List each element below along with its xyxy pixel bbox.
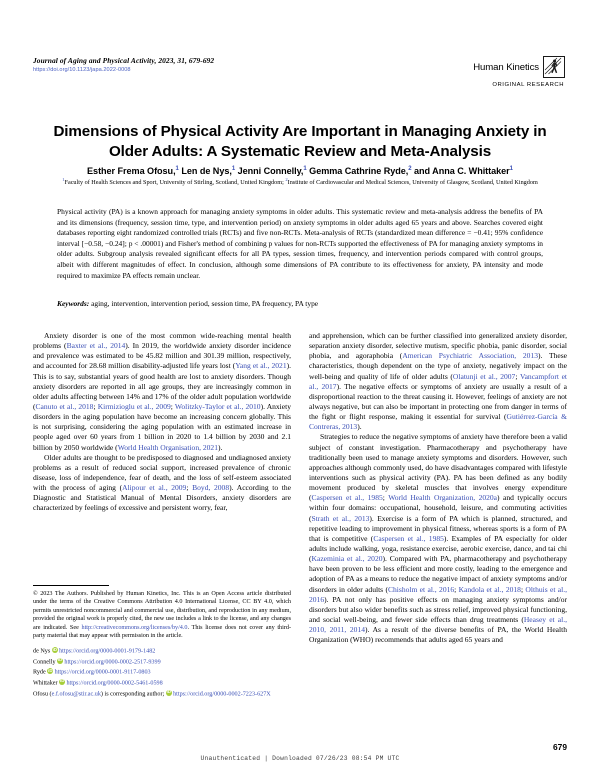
paragraph: Anxiety disorder is one of the most common wide-reaching mental health problems (Baxter et al., 2014). In 2019, the worldwide anxiety disorder incidence and prevalence was estimated to be 45.82 million and 301.39 million, respectively, and accounted for 28.68 million disability-adjusted life years lost (Yang et al., 2021). This is to say, substantial years of good health are lost to anxiety disorders. Though anxiety disorders are reported in all age groups, they are increasingly common in older adults affecting between 14% and 17% of the older adult population worldwide (Canuto et al., 2018; Kirmizioglu et al., 2009; Wolitzky-Taylor et al., 2010). Anxiety disorders in the aging population have become an increasing concern globally. This is not surprising, considering the aging population with an estimated increase in people aged over 60 years from 1 billion in 2020 to 1.4 billion by 2030 and 2.1 billion by 2050 worldwide (World Health Organisation, 2021).	[33, 331, 292, 452]
affiliation-marker: 2	[408, 165, 412, 172]
citation-link[interactable]: Vancampfort et al., 2017	[309, 371, 568, 391]
affiliation-marker: 1	[509, 165, 513, 172]
footnote-rule	[33, 585, 109, 586]
citation-link[interactable]: Yang et al., 2021	[235, 361, 287, 371]
orcid-link[interactable]: https://orcid.org/0000-0002-7223-627X	[173, 691, 271, 698]
corresponding-email-link[interactable]: e.f.ofosu@stir.ac.uk	[51, 691, 101, 698]
abstract: Physical activity (PA) is a known approach for managing anxiety symptoms in older adults. This systematic review and meta-analysis address the benefits of PA and its dimensions (frequency, session time, type, and intervention period) on anxiety symptoms in older adults aged 65 years and above. Searches covered eight databases reporting eight randomized controlled trials (RCTs) and five non-RCTs. Meta-analysis of RCTs (standardized mean difference = −0.41; 95% confidence interval [−0.58, −0.24]; p < .00001) and Fisher's method of combining p values for non-RCTs supported the effectiveness of PA for managing anxiety symptoms in older adults. Subgroup analysis revealed significant effects for all PA types, session times, frequency, and intervention periods compared with control groups, albeit with different magnitudes of effect. In conclusion, although some dimensions of PA contribute to its effectiveness for anxiety, PA intensity and mode required to maximize PA effects remain unclear.	[57, 207, 543, 280]
orcid-id-icon	[47, 668, 53, 674]
orcid-link[interactable]: https://orcid.org/0000-0002-5461-0598	[66, 680, 163, 687]
citation-link[interactable]: American Psychiatric Association, 2013	[402, 351, 538, 361]
keywords-label: Keywords:	[57, 299, 90, 308]
author-name: Len de Nys,	[181, 166, 232, 176]
citation-link[interactable]: Kandola et al., 2018	[458, 584, 521, 594]
citation-link[interactable]: Caspersen et al., 1985	[311, 493, 383, 503]
orcid-list	[33, 647, 291, 700]
orcid-id-icon	[57, 658, 63, 664]
article-type: ORIGINAL RESEARCH	[492, 81, 564, 88]
affiliations: $^1$Faculty of Health Sciences and Sport, University of Stirling, Scotland, United Kingdom; $^2$Institute of Cardiovascular and Medical Sciences, University of Glasgow, Scotland, United Kingdom	[62, 176, 538, 186]
citation-link[interactable]: Strath et al., 2013	[311, 513, 370, 523]
keywords	[57, 299, 543, 309]
orcid-link[interactable]: https://orcid.org/0000-0001-9117-0803	[54, 669, 151, 676]
corresponding-author-name: Ofosu	[33, 691, 49, 698]
citation-link[interactable]: Wolitzky-Taylor et al., 2010	[174, 401, 261, 411]
page-number: 679	[553, 742, 567, 752]
keywords-values: aging, intervention, intervention period, session time, PA frequency, PA type	[91, 299, 319, 308]
orcid-author-name: de Nys	[33, 648, 51, 655]
author-name: Esther Frema Ofosu,	[87, 166, 176, 176]
affiliation-marker: 1	[303, 165, 307, 172]
affiliation-marker: 1	[231, 165, 236, 172]
license-text-after: . This license does not cover any third-party material that may appear with permission in the article.	[33, 624, 291, 640]
doi-link[interactable]: https://doi.org/10.1123/japa.2022-0008	[33, 66, 131, 73]
author-name: Gemma Cathrine Ryde,	[309, 166, 409, 176]
license-url-link[interactable]: http://creativecommons.org/licenses/by/4.0	[81, 624, 188, 631]
author-list	[33, 166, 567, 176]
orcid-link[interactable]: https://orcid.org/0000-0002-2517-9399	[64, 659, 161, 666]
orcid-link[interactable]: https://orcid.org/0000-0001-9179-1482	[59, 648, 156, 655]
masthead	[33, 56, 567, 88]
orcid-id-icon	[52, 647, 58, 653]
citation-link[interactable]: Boyd, 2008	[192, 483, 230, 493]
citation-link[interactable]: Gutiérrez-García & Contreras, 2013	[309, 412, 568, 432]
orcid-author-name: Connelly	[33, 659, 56, 666]
license-footnote	[33, 585, 291, 700]
orcid-author-name: Ryde	[33, 669, 46, 676]
page-title: Dimensions of Physical Activity Are Important in Managing Anxiety in Older Adults: A Systematic Review and Meta-Analysis	[53, 123, 547, 161]
orcid-id-icon	[166, 690, 172, 696]
corresponding-author-entry: Ofosu (e.f.ofosu@stir.ac.uk) is corresponding author; iD https://orcid.org/0000-0002-7223-627X	[33, 690, 291, 701]
citation-link[interactable]: World Health Organization, 2020a	[388, 493, 498, 503]
publisher-info	[473, 56, 567, 88]
author-name: and Anna C. Whittaker	[414, 166, 510, 176]
human-kinetics-logo-icon	[543, 56, 565, 78]
journal-info	[33, 56, 214, 74]
orcid-author-name: Whittaker	[33, 680, 58, 687]
citation-link[interactable]: Kirmizioglu et al., 2009	[97, 401, 171, 411]
corresponding-note: is corresponding author;	[104, 691, 165, 698]
citation-link[interactable]: Alipour et al., 2009	[122, 483, 187, 493]
body-column-left	[33, 331, 291, 514]
journal-citation: Journal of Aging and Physical Activity, 2023, 31, 679-692	[33, 56, 215, 65]
orcid-entry	[33, 658, 291, 669]
citation-link[interactable]: Heasey et al., 2010, 2011, 2014	[309, 614, 567, 635]
orcid-id-icon	[59, 679, 65, 685]
access-stamp: Unauthenticated | Downloaded 07/26/23 08:54 PM UTC	[200, 755, 400, 762]
author-name: Jenni Connelly,	[237, 166, 304, 176]
body-column-right	[309, 331, 567, 645]
paragraph: and apprehension, which can be further classified into generalized anxiety disorder, separation anxiety disorder, selective mutism, specific phobia, panic disorder, social phobia, and agoraphobia (American Psychiatric Association, 2013). These characteristics, though dependent on the type of anxiety, negatively impact on the well-being and quality of life of older adults (Olatunji et al., 2007; Vancampfort et al., 2017). The negative effects or symptoms of anxiety are usually a result of a disproportional reaction to the threat causing it. However, feelings of anxiety are not always negative, but can also be important in protecting one from danger in terms of the fight or flight response, making it essential for survival (Gutiérrez-García & Contreras, 2013).	[309, 331, 568, 432]
affiliation-marker: 1	[175, 165, 179, 172]
citation-link[interactable]: Caspersen et al., 1985	[373, 533, 444, 543]
orcid-entry	[33, 647, 291, 658]
citation-link[interactable]: Chisholm et al., 2016	[387, 584, 455, 594]
citation-link[interactable]: Olthuis et al., 2016	[309, 584, 568, 604]
citation-link[interactable]: Baxter et al., 2014	[66, 341, 126, 351]
orcid-entry	[33, 679, 291, 690]
license-text: © 2023 The Authors. Published by Human Kinetics, Inc. This is an Open Access article distributed under the terms of the Creative Commons Attribution 4.0 International License, CC BY 4.0, which permits unrestricted noncommercial and commercial use, distribution, and reproduction in any medium, provided the original work is properly cited, the new use includes a link to the license, and any changes are indicated. See	[33, 591, 291, 631]
citation-link[interactable]: World Health Organisation, 2021	[117, 442, 218, 452]
citation-link[interactable]: Canuto et al., 2018	[35, 401, 94, 411]
citation-link[interactable]: Kazeminia et al., 2020	[311, 554, 383, 564]
citation-link[interactable]: Olatunji et al., 2007	[452, 371, 516, 381]
publisher-name: Human Kinetics	[473, 61, 539, 73]
orcid-entry	[33, 668, 291, 679]
paragraph: Strategies to reduce the negative symptoms of anxiety have therefore been a valid subject of constant investigation. Pharmacotherapy and psychotherapy have traditionally been used to manage anxiety symptoms and disorders. However, such approaches although commonly used, do have disadvantages compared with lifestyle interventions such as physical activity (PA). PA has been defined as any bodily movement produced by skeletal muscles that involves energy expenditure (Caspersen et al., 1985; World Health Organization, 2020a) and typically occurs within four domains: occupational, household, leisure, and commuting activities (Strath et al., 2013). Exercise is a form of PA which is planned, structured, and repetitive leading to improvement in physical fitness, whereas sports is a form of PA that is competitive (Caspersen et al., 1985). Examples of PA especially for older adults include walking, yoga, resistance exercise, aerobic exercise, dance, and tai chi (Kazeminia et al., 2020). Compared with PA, pharmacotherapy and psychotherapy have been proven to be less efficient and more costly, leading to the emergence and adoption of PA as a means to reduce the negative impact of anxiety symptoms and/or disorders in older adults (Chisholm et al., 2016; Kandola et al., 2018; Olthuis et al., 2016). PA not only has positive effects on managing anxiety symptoms and/or disorders but also wider benefits such as stress relief, improved physical functioning, and social well-being, and fewer side effects than drug treatments (Heasey et al., 2010, 2011, 2014). As a result of the diverse benefits of PA, the World Health Organization (WHO) recommends that adults aged 65 years and	[309, 432, 568, 645]
paragraph: Older adults are thought to be predisposed to diagnosed and undiagnosed anxiety problems as a result of reduced social support, increased prevalence of chronic disease, loss of independence, fear of death, and the loss of self-esteem associated with the process of aging (Alipour et al., 2009; Boyd, 2008). According to the Diagnostic and Statistical Manual of Mental Disorders, anxiety disorders are characterized by feelings of excessive and persistent worry, fear,	[33, 452, 292, 513]
